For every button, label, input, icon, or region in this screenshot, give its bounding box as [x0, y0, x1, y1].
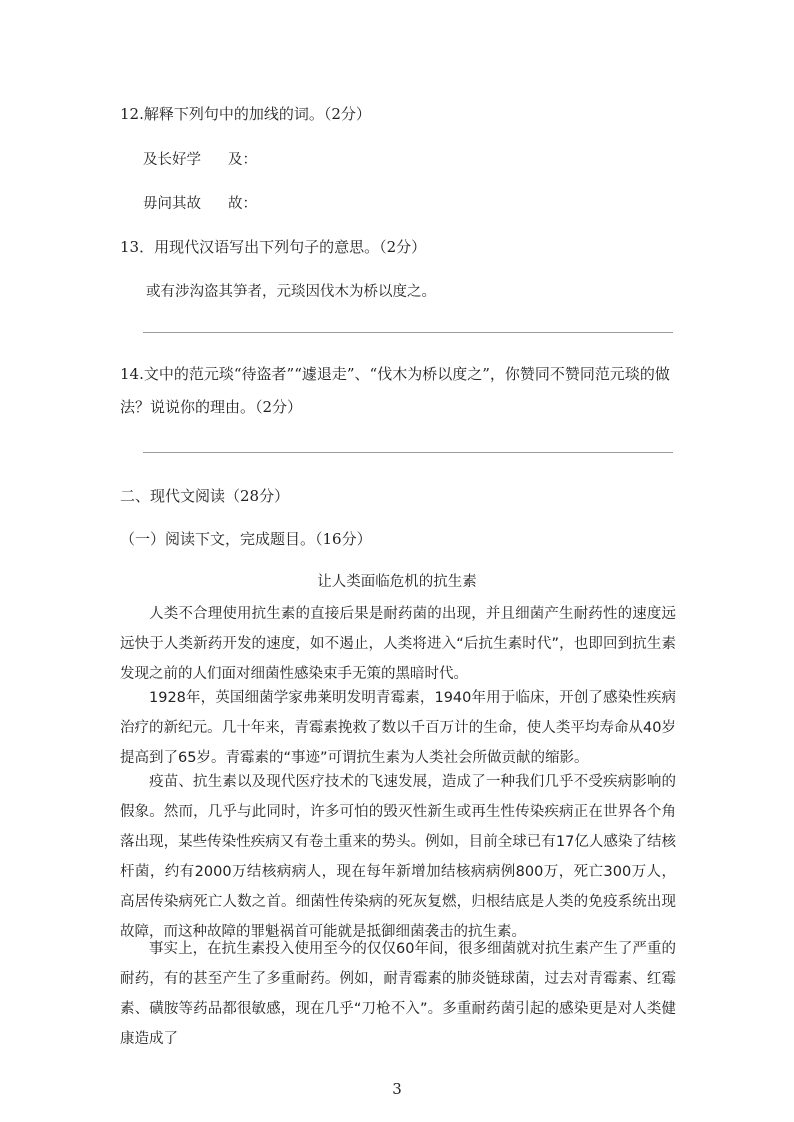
- q12-item1-phrase: 及长好学: [143, 152, 201, 168]
- section2-part1: （一）阅读下文，完成题目。（16分）: [120, 530, 372, 548]
- q14-stem-line2: 法？说说你的理由。（2分）: [120, 398, 303, 416]
- article-paragraph-1-text: 人类不合理使用抗生素的直接后果是耐药菌的出现，并且细菌产生耐药性的速度远远快于人类新药开发的速度，如不遏止，人类将进入“后抗生素时代”，也即回到抗生素发现之前的人们面对细菌性感染束手无策的黑暗时代。: [120, 606, 676, 682]
- q14-stem-line1: 14.文中的范元琰“待盗者”“遽退走”、“伐木为桥以度之”，你赞同不赞同范元琰的做: [120, 365, 670, 383]
- article-paragraph-2: [120, 683, 676, 773]
- article-paragraph-3-text: 疫苗、抗生素以及现代医疗技术的飞速发展，造成了一种我们几乎不受疾病影响的假象。然而，几乎与此同时，许多可怕的毁灭性新生或再生性传染疾病正在世界各个角落出现，某些传染性疾病又有卷土重来的势头。例如，目前全球已有17亿人感染了结核杆菌，约有2000万结核病病人，现在每年新增加结核病病例800万，死亡300万人，高居传染病死亡人数之首。细菌性传染病的死灰复燃，归根结底是人类的免疫系统出现故障，而这种故障的罪魁祸首可能就是抵御细菌袭击的抗生素。: [120, 774, 676, 940]
- q12-item2-phrase: 毋问其故: [143, 196, 201, 212]
- q14-answer-line[interactable]: [143, 452, 673, 453]
- article-paragraph-2-text: 1928年，英国细菌学家弗莱明发明青霉素，1940年用于临床，开创了感染性疾病治疗的新纪元。几十年来，青霉素挽救了数以千百万计的生命，使人类平均寿命从40岁提高到了65岁。青霉素的“事迹”可谓抗生素为人类社会所做贡献的缩影。: [120, 690, 676, 766]
- article-paragraph-4-text: 事实上，在抗生素投入使用至今的仅仅60年间，很多细菌就对抗生素产生了严重的耐药，有的甚至产生了多重耐药。例如，耐青霉素的肺炎链球菌，过去对青霉素、红霉素、磺胺等药品都很敏感，现在几乎“刀枪不入”。多重耐药菌引起的感染更是对人类健康造成了: [120, 941, 676, 1047]
- page-number: 3: [392, 1080, 402, 1098]
- section2-heading: 二、现代文阅读（28分）: [120, 487, 290, 505]
- article-title: 让人类面临危机的抗生素: [317, 574, 477, 590]
- q12-stem: 12.解释下列句中的加线的词。（2分）: [120, 105, 371, 123]
- article-paragraph-1: [120, 599, 676, 689]
- q13-sentence: 或有涉沟盗其笋者，元琰因伐木为桥以度之。: [146, 284, 436, 300]
- q12-item1-word: 及：: [228, 152, 257, 168]
- q13-stem: 13．用现代汉语写出下列句子的意思。（2分）: [120, 238, 427, 256]
- q13-answer-line[interactable]: [143, 332, 673, 333]
- article-paragraph-4: [120, 934, 676, 1054]
- article-paragraph-3: [120, 767, 676, 947]
- q12-item2-word: 故：: [228, 196, 257, 212]
